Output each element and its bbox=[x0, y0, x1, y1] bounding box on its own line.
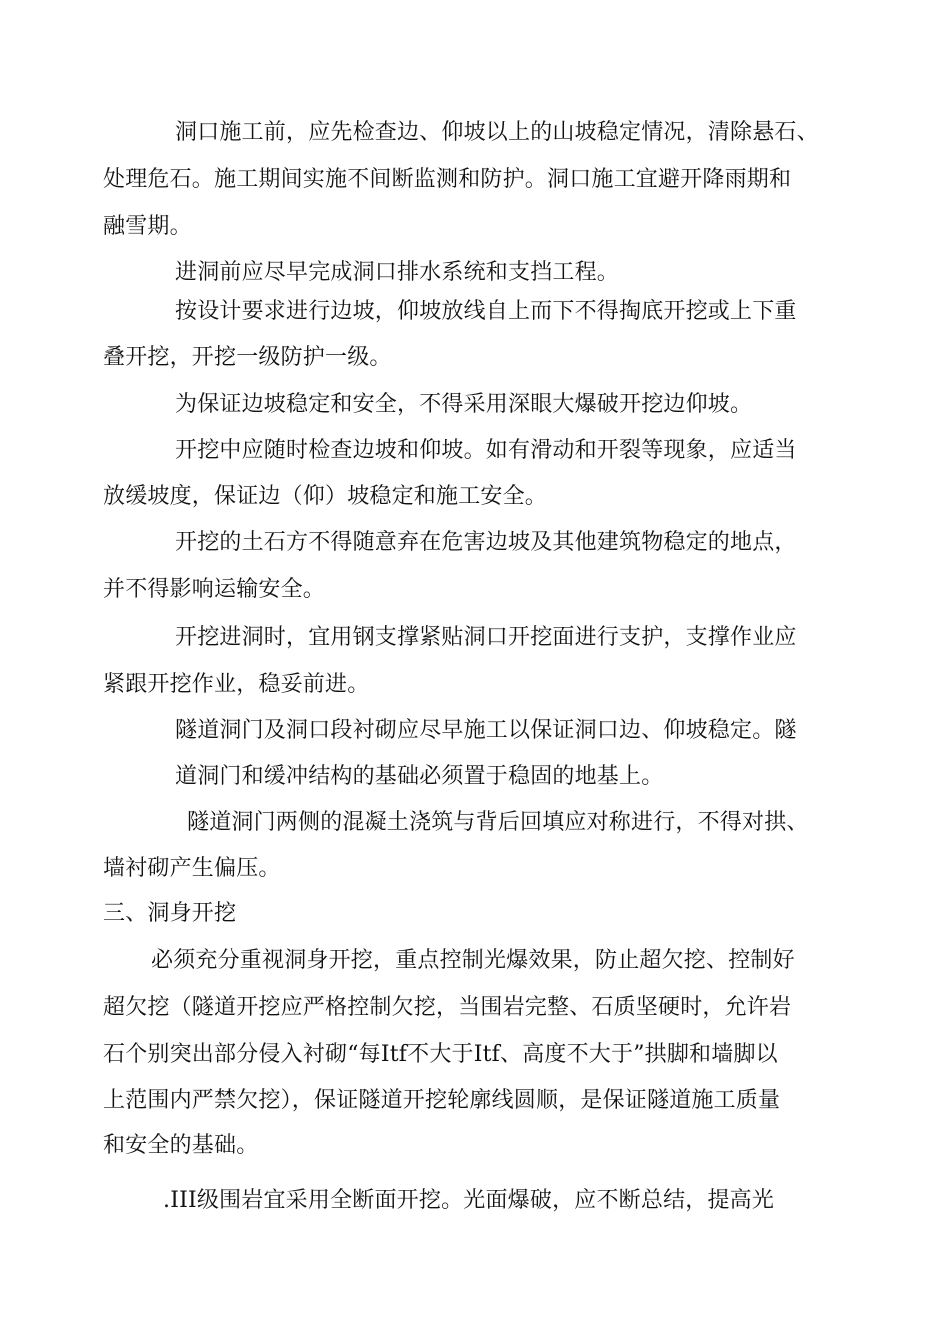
text-line-1: 洞口施工前，应先检查边、仰坡以上的山坡稳定情况，清除悬石、 bbox=[175, 120, 819, 145]
text-line-6: 叠开挖，开挖一级防护一级。 bbox=[103, 345, 392, 370]
text-line-4: 进洞前应尽早完成洞口排水系统和支挡工程。 bbox=[175, 260, 620, 285]
text-line-22: 上范围内严禁欠挖），保证隧道开挖轮廓线圆顺，是保证隧道施工质量 bbox=[103, 1088, 781, 1113]
text-line-20: 超欠挖（隧道开挖应严格控制欠挖，当围岩完整、石质坚硬时，允许岩 bbox=[103, 995, 792, 1020]
text-line-23: 和安全的基础。 bbox=[103, 1133, 259, 1158]
section-heading: 三、洞身开挖 bbox=[103, 901, 237, 926]
text-line-13: 紧跟开挖作业，稳妥前进。 bbox=[103, 672, 370, 697]
text-line-10: 开挖的土石方不得随意弃在危害边坡及其他建筑物稳定的地点， bbox=[175, 530, 797, 555]
text-line-12: 开挖进洞时，宜用钢支撑紧贴洞口开挖面进行支护，支撑作业应 bbox=[175, 625, 797, 650]
text-line-21: 石个别突出部分侵入衬砌“每Itf不大于Itf、高度不大于”拱脚和墙脚以 bbox=[103, 1042, 778, 1067]
text-line-2: 处理危石。施工期间实施不间断监测和防护。洞口施工宜避开降雨期和 bbox=[103, 167, 792, 192]
text-line-16: 隧道洞门两侧的混凝土浇筑与背后回填应对称进行，不得对拱、 bbox=[187, 810, 809, 835]
text-line-24: .III级围岩宜采用全断面开挖。光面爆破，应不断总结，提高光 bbox=[163, 1188, 775, 1213]
text-line-17: 墙衬砌产生偏压。 bbox=[103, 856, 281, 881]
text-line-11: 并不得影响运输安全。 bbox=[103, 577, 326, 602]
text-line-8: 开挖中应随时检查边坡和仰坡。如有滑动和开裂等现象，应适当 bbox=[175, 438, 797, 463]
text-line-15: 道洞门和缓冲结构的基础必须置于稳固的地基上。 bbox=[175, 764, 664, 789]
text-line-3: 融雪期。 bbox=[103, 214, 192, 239]
text-line-5: 按设计要求进行边坡，仰坡放线自上而下不得掏底开挖或上下重 bbox=[175, 299, 797, 324]
text-line-19: 必须充分重视洞身开挖，重点控制光爆效果，防止超欠挖、控制好 bbox=[151, 948, 795, 973]
text-line-9: 放缓坡度，保证边（仰）坡稳定和施工安全。 bbox=[103, 484, 548, 509]
text-line-14: 隧道洞门及洞口段衬砌应尽早施工以保证洞口边、仰坡稳定。隧 bbox=[175, 718, 797, 743]
text-line-7: 为保证边坡稳定和安全，不得采用深眼大爆破开挖边仰坡。 bbox=[175, 392, 753, 417]
